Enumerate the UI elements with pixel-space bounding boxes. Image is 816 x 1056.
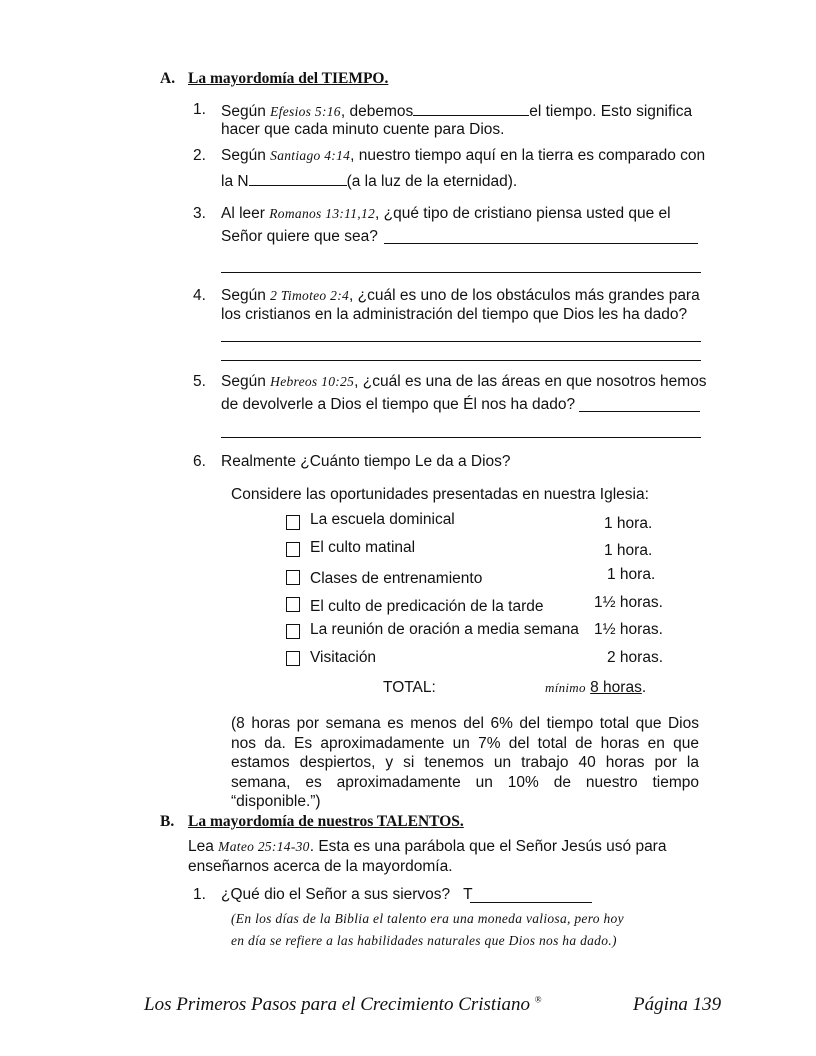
opportunity-hours: 1½ horas. <box>594 594 663 611</box>
opportunity-hours: 1½ horas. <box>594 621 663 638</box>
question-6-text: Realmente ¿Cuánto tiempo Le da a Dios? <box>221 453 511 470</box>
scripture-ref: Romanos 13:11,12 <box>269 206 376 221</box>
opportunity-label: El culto matinal <box>310 539 416 556</box>
question-4-line-2: los cristianos en la administración del tiempo que Dios les ha dado? <box>221 306 688 323</box>
answer-line[interactable] <box>221 437 701 438</box>
answer-line[interactable] <box>470 902 592 903</box>
opportunities-intro: Considere las oportunidades presentadas en nuestra Iglesia: <box>231 486 649 503</box>
section-b-intro-line-2: enseñarnos acerca de la mayordomía. <box>188 858 453 875</box>
section-a-title: La mayordomía del TIEMPO. <box>188 70 389 87</box>
checkbox[interactable] <box>286 515 300 530</box>
question-5-line-1: Según Hebreos 10:25, ¿cuál es una de las áreas en que nosotros hemos <box>221 373 707 390</box>
footer-book-title: Los Primeros Pasos para el Crecimiento Cristiano ® <box>144 994 542 1015</box>
answer-blank[interactable] <box>413 101 529 116</box>
checkbox[interactable] <box>286 597 300 612</box>
opportunity-label: La reunión de oración a media semana <box>310 621 579 638</box>
scripture-ref: 2 Timoteo 2:4 <box>270 288 350 303</box>
answer-line[interactable] <box>221 341 701 342</box>
question-number: 1. <box>193 886 206 903</box>
checkbox[interactable] <box>286 570 300 585</box>
opportunity-hours: 2 horas. <box>607 649 664 666</box>
opportunity-label: Visitación <box>310 649 377 666</box>
opportunity-hours: 1 hora. <box>607 566 656 583</box>
question-number: 6. <box>193 453 206 470</box>
footer-page-number: Página 139 <box>633 994 722 1015</box>
checkbox[interactable] <box>286 624 300 639</box>
talent-note-line-2: en día se refiere a las habilidades naturales que Dios nos ha dado.) <box>231 933 617 948</box>
talents-question: ¿Qué dio el Señor a sus siervos? T <box>221 886 473 903</box>
checkbox[interactable] <box>286 651 300 666</box>
question-number: 1. <box>193 101 206 118</box>
question-4-line-1: Según 2 Timoteo 2:4, ¿cuál es uno de los obstáculos más grandes para <box>221 287 700 304</box>
question-3-line-2: Señor quiere que sea? <box>221 228 378 245</box>
time-note: (8 horas por semana es menos del 6% del tiempo total que Dios nos da. Es aproximadamente un 7% del total de horas en que estamos despiertos, y si tenemos un trabajo 40 horas por la semana, es aproximadamente un 10% de nuestro tiempo “disponible.”) <box>231 715 699 810</box>
question-5-line-2: de devolverle a Dios el tiempo que Él nos ha dado? <box>221 396 576 413</box>
question-1-line-2: hacer que cada minuto cuente para Dios. <box>221 121 505 138</box>
answer-line[interactable] <box>221 360 701 361</box>
scripture-ref: Hebreos 10:25 <box>270 374 355 389</box>
opportunity-label: La escuela dominical <box>310 511 455 528</box>
scripture-ref: Santiago 4:14 <box>270 148 351 163</box>
total-label: TOTAL: <box>383 679 436 696</box>
question-1-line-1: Según Efesios 5:16, debemos el tiempo. Esto significa <box>221 103 693 120</box>
question-number: 2. <box>193 147 206 164</box>
answer-blank[interactable] <box>249 171 347 186</box>
opportunity-hours: 1 hora. <box>604 542 653 559</box>
question-2-line-1: Según Santiago 4:14, nuestro tiempo aquí en la tierra es comparado con <box>221 147 706 164</box>
question-number: 3. <box>193 205 206 222</box>
scripture-ref: Efesios 5:16 <box>270 104 341 119</box>
answer-line[interactable] <box>221 272 701 273</box>
section-b-title: La mayordomía de nuestros TALENTOS. <box>188 813 464 830</box>
checkbox[interactable] <box>286 542 300 557</box>
scripture-ref: Mateo 25:14-30 <box>218 839 310 854</box>
talent-note-line-1: (En los días de la Biblia el talento era una moneda valiosa, pero hoy <box>231 911 624 926</box>
section-a-letter: A. <box>160 70 176 87</box>
section-b-letter: B. <box>160 813 175 830</box>
section-b-intro-line-1: Lea Mateo 25:14-30. Esta es una parábola que el Señor Jesús usó para <box>188 838 667 855</box>
opportunity-label: Clases de entrenamiento <box>310 570 483 587</box>
answer-line[interactable] <box>579 411 700 412</box>
question-3-line-1: Al leer Romanos 13:11,12, ¿qué tipo de cristiano piensa usted que el <box>221 205 671 222</box>
answer-line[interactable] <box>384 243 698 244</box>
question-number: 4. <box>193 287 206 304</box>
opportunity-label: El culto de predicación de la tarde <box>310 598 544 615</box>
total-value: mínimo 8 horas. <box>545 679 647 696</box>
question-2-line-2: la N (a la luz de la eternidad). <box>221 173 518 190</box>
question-number: 5. <box>193 373 206 390</box>
opportunity-hours: 1 hora. <box>604 515 653 532</box>
